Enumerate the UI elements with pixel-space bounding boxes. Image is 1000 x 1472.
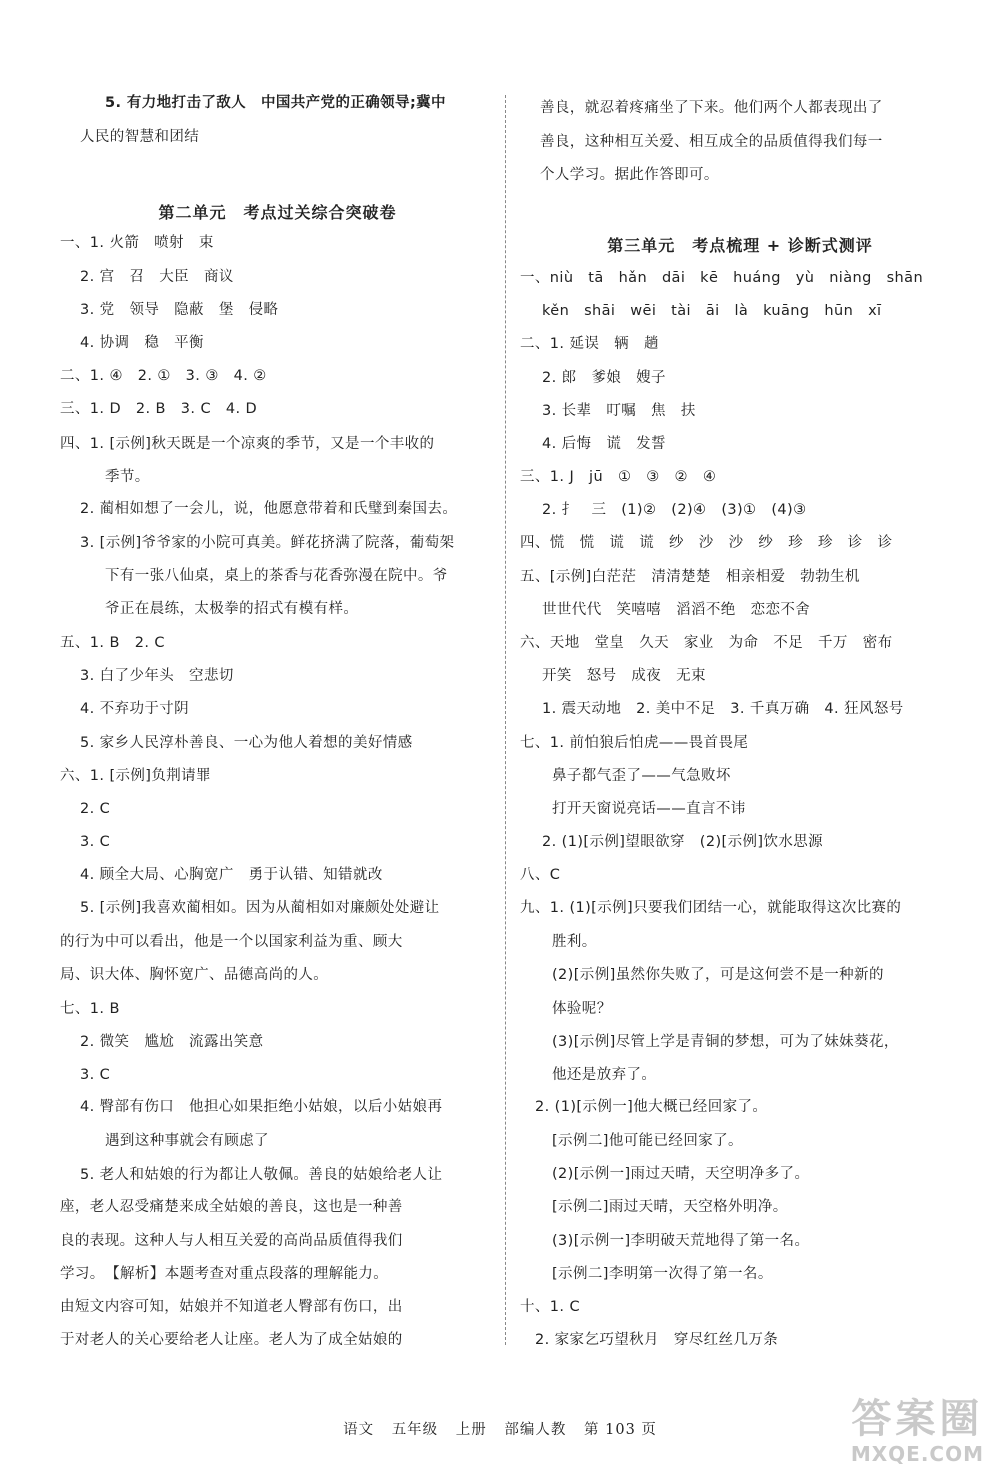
right-answer-line: 2. 扌 三 (1)② (2)④ (3)① (4)③ bbox=[542, 502, 807, 518]
left-answer-line: 三、1. D 2. B 3. C 4. D bbox=[60, 401, 258, 417]
right-answer-line: 鼻子都气歪了——气急败坏 bbox=[552, 768, 731, 784]
right-answer-line: 2. 郎 爹娘 嫂子 bbox=[542, 370, 666, 386]
left-answer-line: 5. 家乡人民淳朴善良、一心为他人着想的美好情感 bbox=[80, 735, 413, 751]
left-answer-line: 由短文内容可知，姑娘并不知道老人臀部有伤口，出 bbox=[60, 1299, 403, 1315]
left-answer-line: 2. C bbox=[80, 801, 111, 817]
column-divider bbox=[505, 95, 506, 1345]
left-answer-line: 3. 白了少年头 空悲切 bbox=[80, 668, 234, 684]
right-answer-line: 2. (1)[示例一]他大概已经回家了。 bbox=[535, 1099, 768, 1115]
right-answer-line: 4. 后悔 谎 发誓 bbox=[542, 436, 666, 452]
left-answer-line: 五、1. B 2. C bbox=[60, 635, 165, 651]
watermark-text: 答案圈 bbox=[851, 1396, 984, 1442]
right-answer-line: 十、1. C bbox=[520, 1299, 580, 1315]
right-answer-line: [示例二]他可能已经回家了。 bbox=[552, 1133, 743, 1149]
right-answer-line: 3. 长辈 叮嘱 焦 扶 bbox=[542, 403, 696, 419]
right-answer-line: 世世代代 笑嘻嘻 滔滔不绝 恋恋不舍 bbox=[542, 602, 811, 618]
right-answer-line: [示例二]雨过天晴，天空格外明净。 bbox=[552, 1199, 788, 1215]
left-answer-line: 3. C bbox=[80, 834, 111, 850]
left-answer-line: 3. [示例]爷爷家的小院可真美。鲜花挤满了院落，葡萄架 bbox=[80, 535, 455, 551]
right-answer-line: 开笑 怒号 成夜 无束 bbox=[542, 668, 706, 684]
right-answer-line: (2)[示例一]雨过天晴，天空明净多了。 bbox=[552, 1166, 810, 1182]
right-answer-line: 打开天窗说亮话——直言不讳 bbox=[552, 801, 746, 817]
right-answer-line: [示例二]李明第一次得了第一名。 bbox=[552, 1266, 773, 1282]
footer-volume: 上册 bbox=[455, 1422, 487, 1438]
left-answer-line: 学习。 【解析】本题考查对重点段落的理解能力。 bbox=[60, 1266, 389, 1282]
right-answer-line: 九、1. (1)[示例]只要我们团结一心，就能取得这次比赛的 bbox=[520, 900, 902, 916]
right-answer-line: 四、慌 慌 谎 谎 纱 沙 沙 纱 珍 珍 诊 诊 bbox=[520, 535, 893, 551]
footer-grade: 五年级 bbox=[391, 1422, 439, 1438]
left-answer-line: 5. [示例]我喜欢蔺相如。因为从蔺相如对廉颇处处避让 bbox=[80, 900, 440, 916]
left-section-title: 第二单元 考点过关综合突破卷 bbox=[158, 203, 397, 222]
right-answer-line: 二、1. 延误 辆 趟 bbox=[520, 336, 659, 352]
left-answer-line: 四、1. [示例]秋天既是一个凉爽的季节，又是一个丰收的 bbox=[60, 436, 435, 452]
right-continuation-line: 善良，这种相互关爱、相互成全的品质值得我们每一 bbox=[540, 134, 883, 150]
left-answer-line: 七、1. B bbox=[60, 1001, 120, 1017]
left-answer-line: 良的表现。这种人与人相互关爱的高尚品质值得我们 bbox=[60, 1233, 403, 1249]
left-answer-line: 2. 微笑 尴尬 流露出笑意 bbox=[80, 1034, 264, 1050]
left-answer-line: 局、识大体、胸怀宽广、品德高尚的人。 bbox=[60, 967, 329, 983]
right-answer-line: 八、C bbox=[520, 867, 561, 883]
left-answer-line: 2. 宫 召 大臣 商议 bbox=[80, 269, 234, 285]
left-answer-line: 下有一张八仙桌，桌上的茶香与花香弥漫在院中。爷 bbox=[105, 568, 448, 584]
left-answer-line: 座，老人忍受痛楚来成全姑娘的善良，这也是一种善 bbox=[60, 1199, 403, 1215]
watermark-url: MXQE.COM bbox=[850, 1442, 984, 1466]
left-answer-line: 爷正在晨练，太极拳的招式有模有样。 bbox=[105, 601, 359, 617]
left-answer-line: 遇到这种事就会有顾虑了 bbox=[105, 1133, 269, 1149]
left-answer-line: 4. 不弃功于寸阴 bbox=[80, 701, 190, 717]
right-answer-line: 1. 震天动地 2. 美中不足 3. 千真万确 4. 狂风怒号 bbox=[542, 701, 904, 717]
footer-page-number: 第 103 页 bbox=[584, 1422, 657, 1438]
left-continuation-line: 5. 有力地打击了敌人 中国共产党的正确领导;冀中 bbox=[105, 95, 446, 111]
right-answer-line: 体验呢？ bbox=[552, 1001, 612, 1017]
right-continuation-line: 善良，就忍着疼痛坐了下来。他们两个人都表现出了 bbox=[540, 100, 883, 116]
left-answer-line: 3. 党 领导 隐蔽 堡 侵略 bbox=[80, 302, 279, 318]
right-answer-line: 五、[示例]白茫茫 清清楚楚 相亲相爱 勃勃生机 bbox=[520, 569, 860, 585]
footer-subject: 语文 bbox=[343, 1422, 375, 1438]
right-answer-line: 七、1. 前怕狼后怕虎——畏首畏尾 bbox=[520, 735, 749, 751]
right-answer-line: 他还是放弃了。 bbox=[552, 1067, 657, 1083]
right-answer-line: (3)[示例一]李明破天荒地得了第一名。 bbox=[552, 1233, 810, 1249]
right-section-title: 第三单元 考点梳理 + 诊断式测评 bbox=[607, 236, 873, 255]
right-answer-line: 胜利。 bbox=[552, 934, 597, 950]
right-answer-line: (3)[示例]尽管上学是青铜的梦想，可为了妹妹葵花， bbox=[552, 1034, 899, 1050]
left-answer-line: 2. 蔺相如想了一会儿，说，他愿意带着和氏璧到秦国去。 bbox=[80, 501, 458, 517]
left-answer-line: 一、1. 火箭 喷射 束 bbox=[60, 235, 214, 251]
left-answer-line: 的行为中可以看出，他是一个以国家利益为重、顾大 bbox=[60, 934, 403, 950]
left-answer-line: 5. 老人和姑娘的行为都让人敬佩。善良的姑娘给老人让 bbox=[80, 1167, 443, 1183]
right-answer-line: 一、niù tā hǎn dāi kē huáng yù niàng shān bbox=[520, 270, 924, 286]
left-answer-line: 4. 臀部有伤口 他担心如果拒绝小姑娘，以后小姑娘再 bbox=[80, 1099, 443, 1115]
right-answer-line: 2. 家家乞巧望秋月 穿尽红丝几万条 bbox=[535, 1332, 779, 1348]
right-answer-line: 三、1. J jū ① ③ ② ④ bbox=[520, 469, 717, 485]
left-answer-line: 季节。 bbox=[105, 469, 150, 485]
left-answer-line: 3. C bbox=[80, 1067, 111, 1083]
footer-edition: 部编人教 bbox=[504, 1422, 567, 1438]
left-answer-line: 二、1. ④ 2. ① 3. ③ 4. ② bbox=[60, 368, 267, 384]
right-answer-line: 六、天地 堂皇 久天 家业 为命 不足 千万 密布 bbox=[520, 635, 893, 651]
left-answer-line: 4. 顾全大局、心胸宽广 勇于认错、知错就改 bbox=[80, 867, 383, 883]
right-answer-line: 2. (1)[示例]望眼欲穿 (2)[示例]饮水思源 bbox=[542, 834, 824, 850]
left-continuation-line: 人民的智慧和团结 bbox=[80, 129, 200, 145]
left-answer-line: 六、1. [示例]负荆请罪 bbox=[60, 768, 211, 784]
left-answer-line: 于对老人的关心要给老人让座。老人为了成全姑娘的 bbox=[60, 1332, 403, 1348]
right-continuation-line: 个人学习。据此作答即可。 bbox=[540, 167, 719, 183]
watermark-logo bbox=[851, 1396, 984, 1466]
right-answer-line: (2)[示例]虽然你失败了，可是这何尝不是一种新的 bbox=[552, 967, 884, 983]
right-answer-line: kěn shāi wēi tài āi là kuāng hūn xī bbox=[542, 303, 882, 319]
left-answer-line: 4. 协调 稳 平衡 bbox=[80, 335, 204, 351]
